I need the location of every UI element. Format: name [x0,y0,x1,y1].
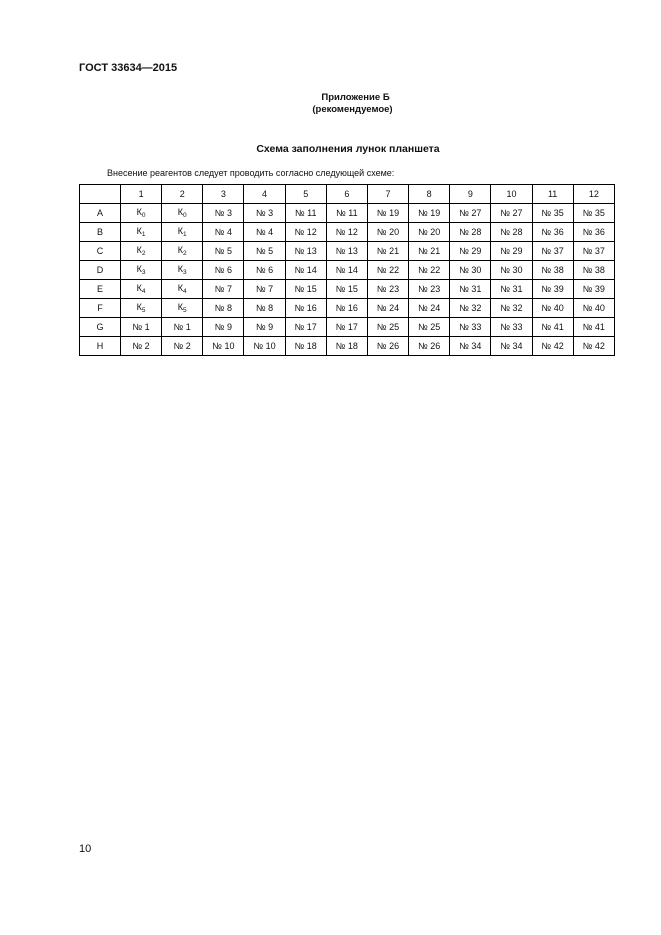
well-cell-text: № 4 [214,227,232,237]
row-label: H [80,337,121,356]
well-cell-text: № 8 [255,303,274,313]
well-cell-text: № 15 [335,284,358,294]
well-cell-text: № 24 [418,303,441,313]
well-cell-subscript: 1 [183,231,187,238]
table-header-row [80,185,615,204]
well-cell [326,242,367,261]
well-cell [491,280,532,299]
well-cell [367,318,408,337]
well-cell-text: № 34 [459,341,482,351]
well-cell [162,318,203,337]
well-cell-text: № 35 [541,208,564,218]
well-cell-text: № 18 [335,341,358,351]
well-cell-text: № 39 [541,284,564,294]
well-cell-text: № 29 [500,246,523,256]
well-cell-text: № 9 [255,322,274,332]
well-cell [532,299,573,318]
well-cell-text: № 38 [582,265,605,275]
well-cell [244,299,285,318]
well-cell [285,318,326,337]
well-cell-text: К [136,226,142,236]
well-cell [244,337,285,356]
column-header: 6 [326,185,367,204]
column-header: 2 [162,185,203,204]
well-cell [450,318,491,337]
well-cell-text: № 8 [214,303,232,313]
table-corner-cell [80,185,121,204]
well-cell-text: К [177,245,184,255]
well-cell-subscript: 5 [183,307,187,314]
well-cell-subscript: 3 [183,269,187,276]
well-cell [162,280,203,299]
well-cell-text: № 41 [582,322,605,332]
well-cell [326,261,367,280]
well-cell-text: К [136,283,142,293]
well-cell [491,223,532,242]
well-cell [285,223,326,242]
well-cell-text: № 5 [255,246,274,256]
well-cell [203,204,244,223]
well-cell-text: № 6 [255,265,274,275]
well-cell-text: № 40 [582,303,605,313]
standard-code: ГОСТ 33634—2015 [79,62,178,74]
well-cell-text: № 30 [459,265,482,275]
appendix-subtitle: (рекомендуемое) [312,104,393,115]
plate-table-body [80,185,615,356]
well-cell [162,299,203,318]
well-cell [326,223,367,242]
well-cell [450,337,491,356]
column-header: 4 [244,185,285,204]
well-cell-text: № 16 [294,303,317,313]
well-cell-text: № 37 [582,246,605,256]
column-header: 12 [573,185,614,204]
well-cell [367,261,408,280]
well-cell [409,337,450,356]
well-cell-text: К [136,302,142,312]
column-header: 10 [491,185,532,204]
well-cell-subscript: 0 [183,212,187,219]
row-label: F [80,299,121,318]
well-cell [409,223,450,242]
well-cell [491,261,532,280]
well-cell-text: № 41 [541,322,564,332]
well-cell-text: № 42 [582,341,605,351]
row-label: G [80,318,121,337]
well-cell [491,204,532,223]
well-cell-text: № 33 [459,322,482,332]
well-cell-text: № 22 [418,265,441,275]
well-cell [121,261,162,280]
well-cell-text: К [177,226,184,236]
well-cell-text: № 19 [418,208,441,218]
well-cell [367,280,408,299]
row-label: D [80,261,121,280]
well-cell [285,337,326,356]
well-cell-text: № 1 [132,322,150,332]
well-cell-text: № 34 [500,341,523,351]
well-cell-text: № 17 [335,322,358,332]
well-cell [573,204,614,223]
well-cell [573,223,614,242]
well-cell [244,280,285,299]
well-cell-text: № 40 [541,303,564,313]
column-header: 11 [532,185,573,204]
column-header: 1 [121,185,162,204]
well-cell [532,318,573,337]
well-cell-text: № 27 [459,208,482,218]
well-cell-text: № 27 [500,208,523,218]
well-cell-text: № 13 [335,246,358,256]
well-cell-text: № 20 [376,227,400,237]
table-row [80,318,615,337]
well-cell-text: К [136,245,142,255]
well-cell-text: № 10 [253,341,276,351]
well-cell-text: № 9 [214,322,232,332]
well-cell-text: К [177,283,184,293]
well-cell [121,204,162,223]
well-cell-text: № 19 [376,208,400,218]
well-cell-text: № 12 [335,227,358,237]
well-cell [244,223,285,242]
well-cell [409,204,450,223]
well-cell-text: № 24 [376,303,400,313]
appendix-heading [0,92,661,116]
well-cell-text: № 21 [376,246,400,256]
well-cell-text: К [177,302,184,312]
well-cell [162,337,203,356]
well-cell [326,299,367,318]
well-cell-text: № 26 [376,341,400,351]
well-cell-text: № 13 [294,246,317,256]
table-row [80,223,615,242]
well-cell-text: № 16 [335,303,358,313]
well-cell [285,261,326,280]
column-header: 9 [450,185,491,204]
well-cell [121,318,162,337]
well-cell [203,223,244,242]
well-cell [367,299,408,318]
well-cell-text: № 28 [500,227,523,237]
well-cell [326,280,367,299]
well-cell-text: № 11 [336,208,358,218]
well-cell [203,261,244,280]
well-cell-text: № 32 [459,303,482,313]
well-cell [532,223,573,242]
well-cell [285,242,326,261]
well-cell [532,337,573,356]
well-cell-text: № 7 [214,284,232,294]
well-cell [409,299,450,318]
well-cell-text: № 11 [294,208,317,218]
well-cell [573,337,614,356]
well-cell-text: К [136,264,142,274]
column-header: 8 [409,185,450,204]
well-cell [532,204,573,223]
well-cell [121,280,162,299]
well-cell-subscript: 0 [141,212,146,219]
well-cell [203,280,244,299]
well-cell-text: К [177,207,184,217]
well-cell [573,261,614,280]
well-cell [450,242,491,261]
well-cell [450,280,491,299]
well-cell-subscript: 3 [141,269,146,276]
row-label: B [80,223,121,242]
well-cell-text: № 2 [173,341,191,351]
well-cell [244,261,285,280]
column-header: 5 [285,185,326,204]
page-number: 10 [79,843,92,855]
well-cell-text: № 6 [214,265,232,275]
well-cell-text: № 14 [294,265,317,275]
well-cell [450,261,491,280]
well-cell [285,299,326,318]
well-cell-subscript: 1 [141,231,146,238]
well-cell [203,337,244,356]
well-cell-text: № 22 [376,265,400,275]
well-cell [326,337,367,356]
well-cell-subscript: 4 [183,288,187,295]
well-cell [203,299,244,318]
well-cell [367,204,408,223]
well-cell-text: № 31 [500,284,523,294]
well-cell [162,223,203,242]
well-cell [121,299,162,318]
well-cell [367,242,408,261]
well-cell [285,204,326,223]
well-cell-text: № 37 [541,246,564,256]
well-cell [491,318,532,337]
well-cell-text: № 42 [541,341,564,351]
well-cell [367,337,408,356]
well-cell [162,242,203,261]
well-cell [450,223,491,242]
well-cell [409,318,450,337]
table-row [80,299,615,318]
well-cell-text: № 3 [214,208,232,218]
table-row [80,280,615,299]
well-cell-text: № 1 [173,322,191,332]
well-cell-text: № 38 [541,265,564,275]
well-cell-text: К [177,264,184,274]
well-cell-text: № 30 [500,265,523,275]
column-header: 7 [367,185,408,204]
well-cell [121,242,162,261]
well-cell [203,318,244,337]
well-cell-text: № 36 [582,227,605,237]
row-label: A [80,204,121,223]
well-cell-text: № 29 [459,246,482,256]
well-cell-text: № 31 [459,284,482,294]
well-cell-subscript: 2 [183,250,187,257]
row-label: C [80,242,121,261]
well-cell-text: № 32 [500,303,523,313]
well-cell-text: № 14 [335,265,358,275]
scheme-title: Схема заполнения лунок планшета [256,143,440,155]
well-cell-text: № 20 [418,227,441,237]
well-cell-text: № 2 [132,341,150,351]
well-cell-text: № 28 [459,227,482,237]
well-cell-text: № 18 [294,341,317,351]
appendix-title: Приложение Б [321,92,390,103]
well-cell [450,299,491,318]
well-cell-text: № 10 [212,341,235,351]
well-cell-text: К [136,207,142,217]
well-cell [244,204,285,223]
well-cell-text: № 3 [255,208,274,218]
well-cell [491,299,532,318]
well-cell [326,318,367,337]
well-cell [409,242,450,261]
column-header: 3 [203,185,244,204]
well-cell-text: № 33 [500,322,523,332]
well-cell [244,318,285,337]
well-cell [285,280,326,299]
well-cell [491,337,532,356]
table-row [80,242,615,261]
well-cell-text: № 26 [418,341,441,351]
well-cell [367,223,408,242]
well-cell-text: № 25 [376,322,400,332]
well-cell [573,242,614,261]
well-cell [121,223,162,242]
well-cell [532,242,573,261]
well-cell-subscript: 4 [141,288,146,295]
well-cell-text: № 23 [376,284,400,294]
well-cell [203,242,244,261]
table-row [80,204,615,223]
well-cell-text: № 4 [255,227,274,237]
well-cell-subscript: 5 [141,307,146,314]
row-label: E [80,280,121,299]
well-cell [162,261,203,280]
well-cell [162,204,203,223]
well-cell-text: № 35 [582,208,605,218]
well-cell [573,280,614,299]
well-cell-text: № 21 [418,246,441,256]
well-cell [244,242,285,261]
table-row [80,337,615,356]
table-row [80,261,615,280]
plate-table [79,184,615,356]
well-cell-text: № 17 [294,322,317,332]
well-cell-text: № 39 [582,284,605,294]
well-cell-text: № 7 [255,284,274,294]
well-cell-text: № 5 [214,246,232,256]
well-cell [409,261,450,280]
well-cell [326,204,367,223]
well-cell-text: № 25 [418,322,441,332]
well-cell [532,261,573,280]
well-cell-text: № 36 [541,227,564,237]
well-cell [573,299,614,318]
well-cell-text: № 23 [418,284,441,294]
well-cell-text: № 12 [294,227,317,237]
well-cell [121,337,162,356]
well-cell [409,280,450,299]
well-cell [491,242,532,261]
intro-text: Внесение реагентов следует проводить согласно следующей схеме: [107,168,395,178]
well-cell [573,318,614,337]
well-cell [450,204,491,223]
well-cell [532,280,573,299]
well-cell-subscript: 2 [141,250,146,257]
well-cell-text: № 15 [294,284,317,294]
